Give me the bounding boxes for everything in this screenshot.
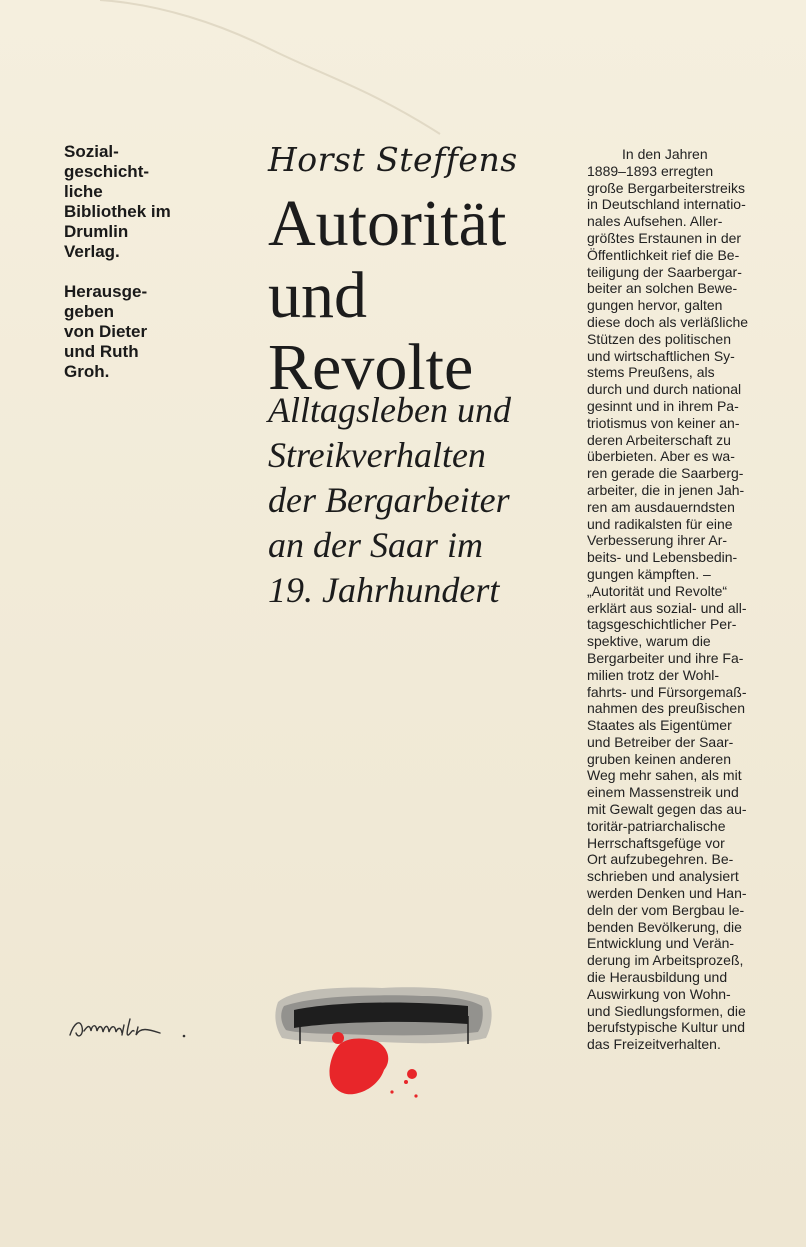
- blurb-line: nahmen des preußischen: [587, 700, 745, 717]
- blurb-line: ren am ausdauerndsten: [587, 498, 735, 515]
- blurb-line: milien trotz der Wohl-: [587, 666, 720, 683]
- blurb-line: erklärt aus sozial- und all-: [587, 599, 747, 616]
- blurb-line: In den Jahren: [622, 146, 708, 162]
- blurb-line: nales Aufsehen. Aller-: [587, 213, 723, 230]
- blurb-line: Bergarbeiter und ihre Fa-: [587, 649, 744, 666]
- blurb-line: überbieten. Aber es wa-: [587, 448, 735, 465]
- blurb-line: einem Massenstreik und: [587, 784, 739, 801]
- brush-artwork: [272, 982, 497, 1107]
- blurb-line: gruben keinen anderen: [587, 750, 732, 767]
- blurb-line: größtes Erstaunen in der: [587, 229, 742, 246]
- blurb-line: ren gerade die Saarberg-: [587, 465, 744, 482]
- blurb-line: schrieben und analysiert: [587, 868, 739, 885]
- series-line: Bibliothek im: [64, 202, 171, 221]
- series-info: [64, 142, 224, 382]
- blurb-line: fahrts- und Fürsorgemaß-: [587, 683, 747, 700]
- blurb-line: stems Preußens, als: [587, 364, 715, 381]
- blurb-line: arbeiter, die in jenen Jah-: [587, 481, 745, 498]
- blurb-line: benden Bevölkerung, die: [587, 918, 742, 935]
- editor-line: Groh.: [64, 362, 110, 381]
- blurb-line: mit Gewalt gegen das au-: [587, 801, 747, 818]
- blurb-line: berufstypische Kultur und: [587, 1019, 745, 1036]
- series-line: Sozial-: [64, 142, 119, 161]
- subtitle-line: Alltagsleben und: [268, 390, 511, 430]
- editor-line: Herausge-: [64, 282, 148, 301]
- blurb-line: Staates als Eigentümer: [587, 717, 732, 734]
- blurb-line: durch und durch national: [587, 381, 742, 398]
- blurb-line: große Bergarbeiterstreiks: [587, 179, 745, 196]
- blurb-line: und Siedlungsformen, die: [587, 1002, 746, 1019]
- subtitle-line: Streikverhalten: [268, 435, 486, 475]
- blurb-line: Stützen des politischen: [587, 330, 731, 347]
- blurb-line: Weg mehr sahen, als mit: [587, 767, 742, 784]
- blurb-line: das Freizeitverhalten.: [587, 1036, 721, 1053]
- series-line: geschicht-: [64, 162, 150, 181]
- blurb-line: Entwicklung und Verän-: [587, 935, 735, 952]
- blurb-line: triotismus von keiner an-: [587, 414, 740, 431]
- editor-line: und Ruth: [64, 342, 139, 361]
- blurb-line: „Autorität und Revolte“: [587, 582, 728, 599]
- blurb-line: und Betreiber der Saar-: [587, 733, 734, 750]
- blurb-line: die Herausbildung und: [587, 969, 728, 986]
- blurb-line: Öffentlichkeit rief die Be-: [587, 246, 740, 263]
- blurb-line: teiligung der Saarbergar-: [587, 263, 742, 280]
- editor-line: von Dieter: [64, 322, 148, 341]
- blurb-line: beiter an solchen Bewe-: [587, 280, 738, 297]
- blurb-line: beits- und Lebensbedin-: [587, 549, 738, 566]
- title-line: und: [268, 259, 367, 332]
- title-line: Revolte: [268, 331, 474, 404]
- blurb-line: derung im Arbeitsprozeß,: [587, 952, 744, 969]
- blurb-line: gesinnt und in ihrem Pa-: [587, 397, 739, 414]
- title-line: Autorität: [268, 187, 507, 260]
- blurb-line: Verbesserung ihrer Ar-: [587, 532, 728, 549]
- subtitle-line: der Bergarbeiter: [268, 480, 510, 520]
- blurb-line: in Deutschland internatio-: [587, 196, 746, 213]
- subtitle-line: 19. Jahrhundert: [268, 570, 500, 610]
- book-title: [268, 188, 506, 404]
- blurb-line: und radikalsten für eine: [587, 515, 733, 532]
- blurb-text: [587, 146, 787, 1053]
- blurb-line: Ort aufzubegehren. Be-: [587, 851, 734, 868]
- series-line: Verlag.: [64, 242, 120, 261]
- blurb-line: Auswirkung von Wohn-: [587, 985, 731, 1002]
- blurb-line: diese doch als verläßliche: [587, 313, 749, 330]
- subtitle-line: an der Saar im: [268, 525, 483, 565]
- cover-tear-mark: [100, 0, 460, 144]
- blurb-line: werden Denken und Han-: [587, 885, 747, 902]
- book-subtitle: [268, 388, 511, 613]
- blurb-line: tagsgeschichtlicher Per-: [587, 616, 737, 633]
- blurb-line: und wirtschaftlichen Sy-: [587, 347, 735, 364]
- blurb-line: toritär-patriarchalische: [587, 817, 726, 834]
- blurb-line: deln der vom Bergbau le-: [587, 901, 745, 918]
- author-name: Horst Steffens: [268, 140, 518, 179]
- blurb-line: spektive, warum die: [587, 633, 711, 650]
- blurb-line: 1889–1893 erregten: [587, 162, 714, 179]
- blurb-line: gungen hervor, galten: [587, 297, 723, 314]
- editor-line: geben: [64, 302, 115, 321]
- publisher-signature-logo: [64, 1005, 214, 1045]
- series-line: liche: [64, 182, 103, 201]
- series-line: Drumlin: [64, 222, 129, 241]
- blurb-line: gungen kämpften. –: [587, 565, 711, 582]
- blurb-line: Herrschaftsgefüge vor: [587, 834, 725, 851]
- blurb-line: deren Arbeiterschaft zu: [587, 431, 731, 448]
